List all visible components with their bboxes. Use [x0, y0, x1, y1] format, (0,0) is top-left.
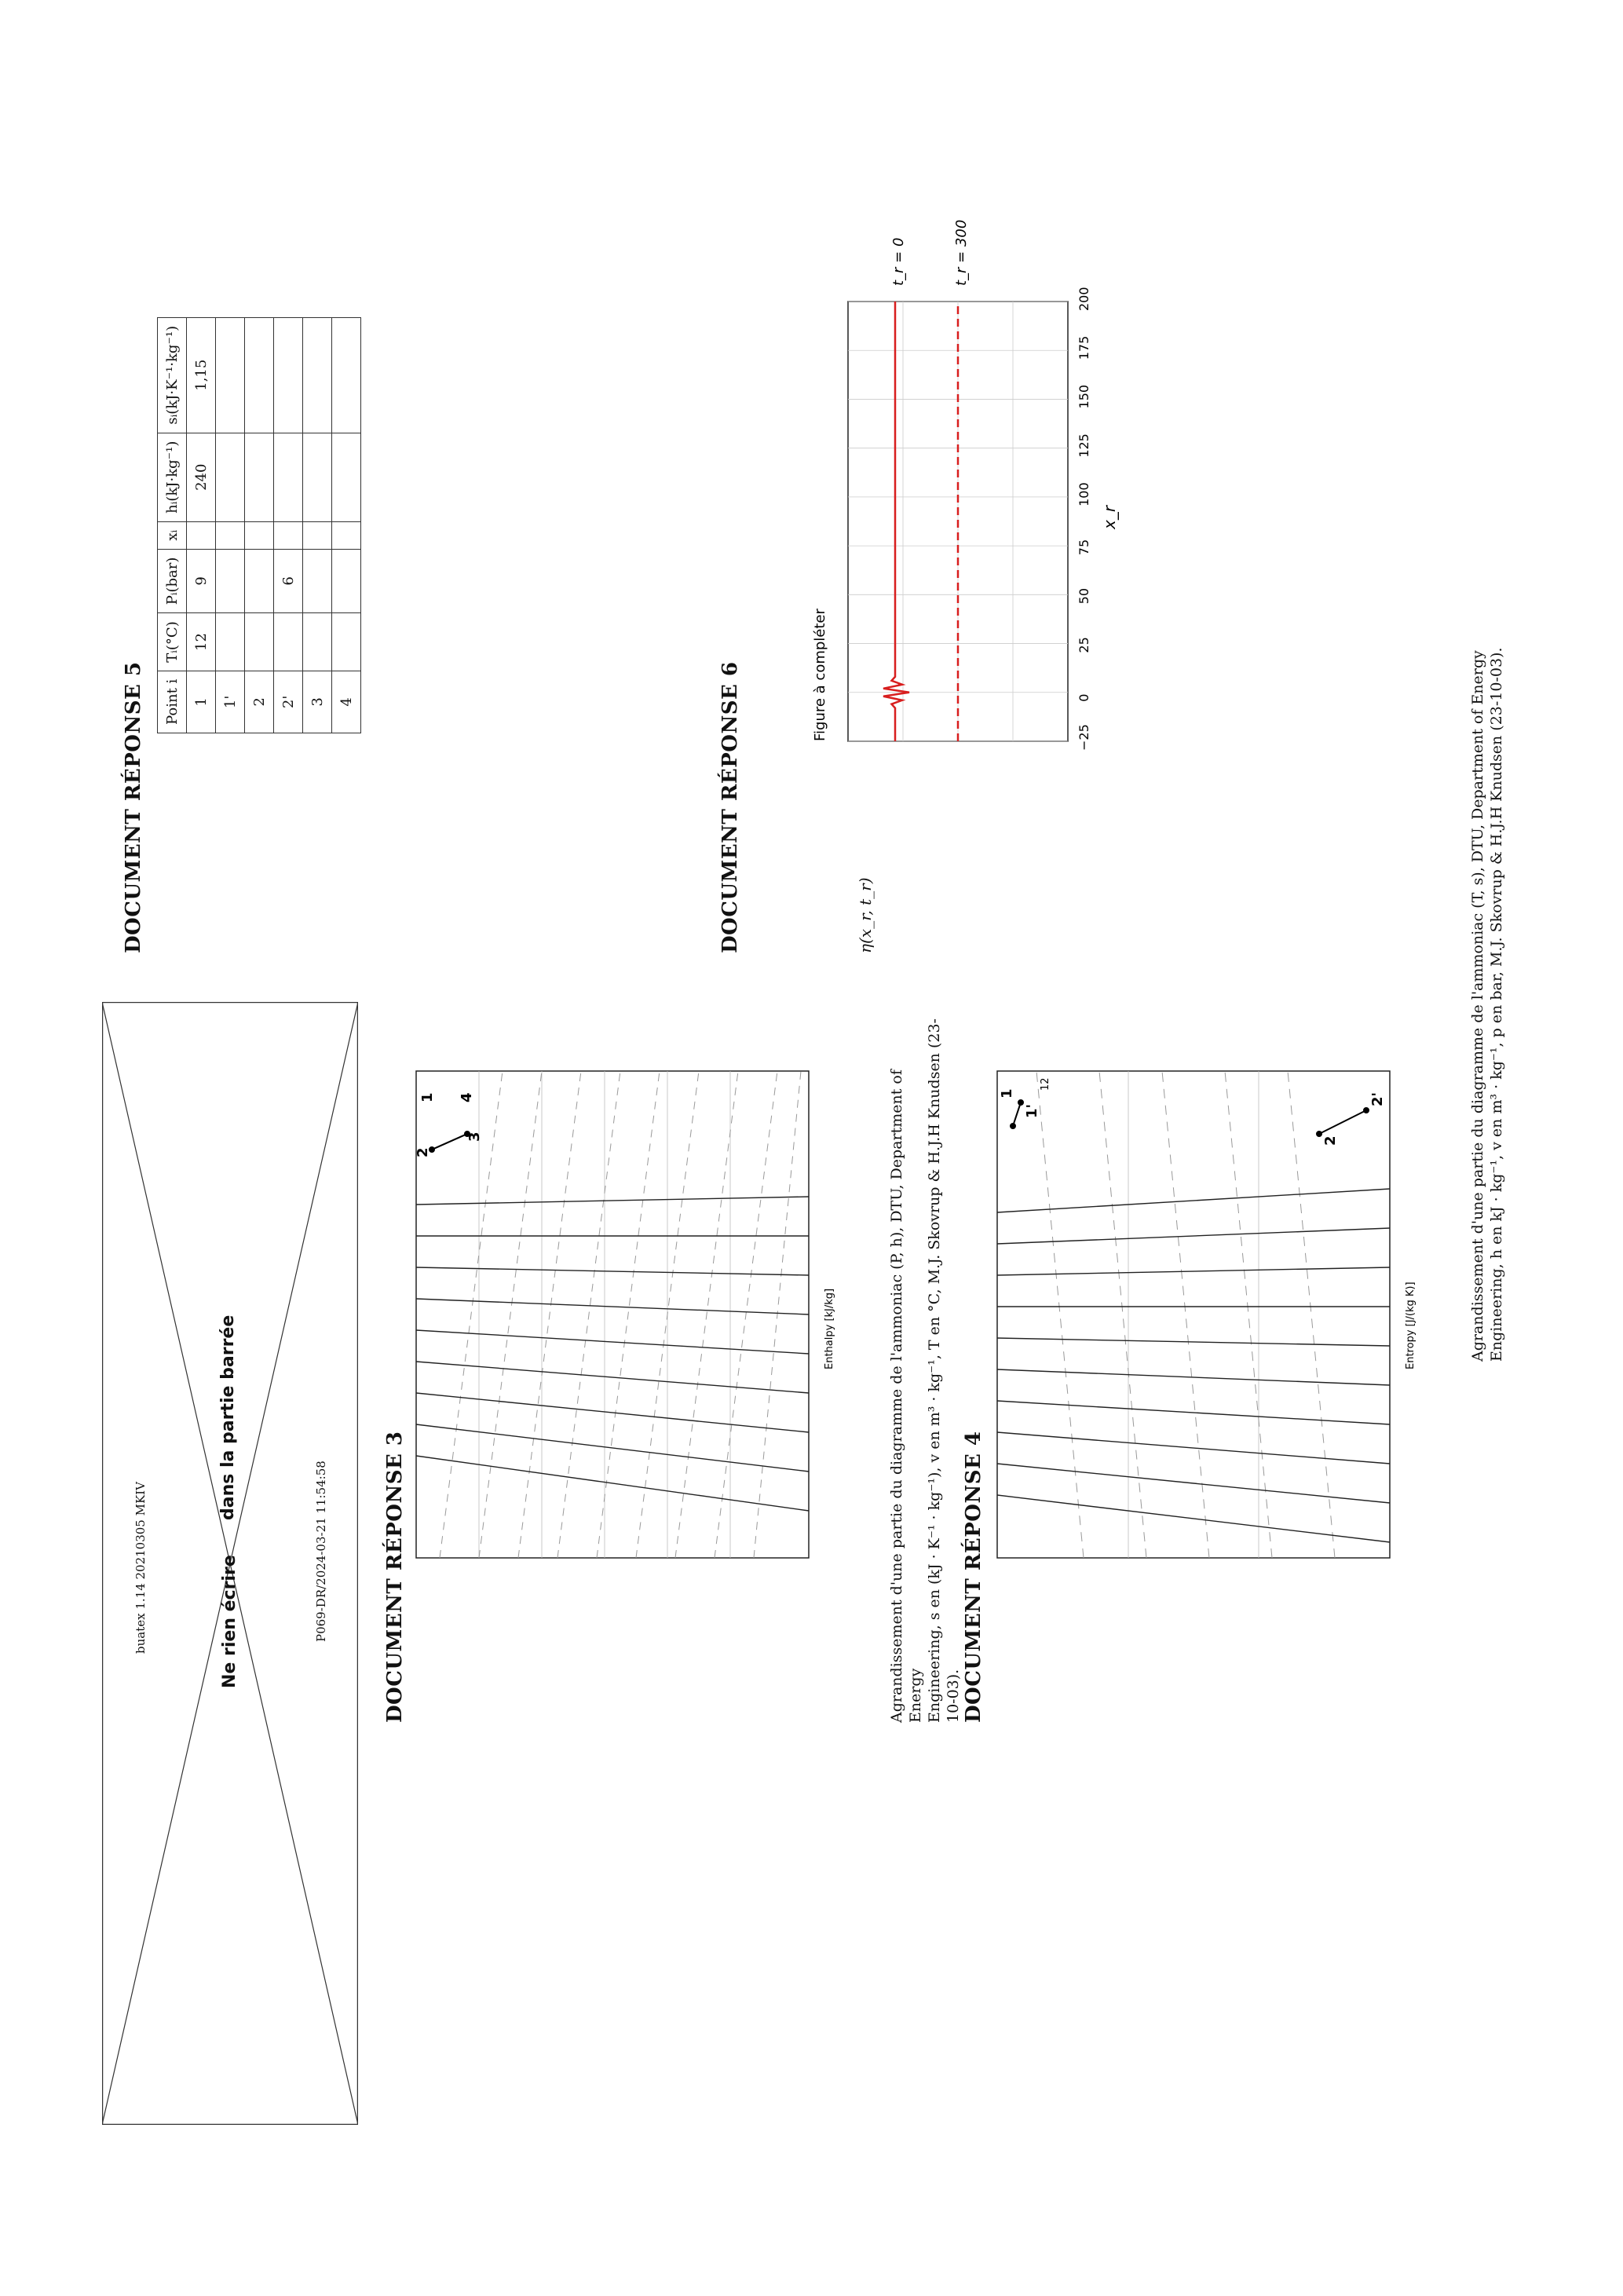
col-s: sᵢ(kJ·K⁻¹·kg⁻¹) [158, 317, 187, 433]
doc6-ylabel: η(x_r, t_r) [856, 877, 875, 953]
ts-point-1: 1 [999, 1088, 1015, 1099]
x-tick-label: −25 [1077, 724, 1091, 751]
cell[interactable] [216, 317, 245, 433]
doc3-caption-line1: Agrandissement d'une partie du diagramme de l'ammoniac (P, h), DTU, Department of Energy [888, 1069, 924, 1723]
cell[interactable] [303, 433, 332, 521]
doc4-caption-line2: Engineering, h en kJ · kg⁻¹, v en m³ · kg⁻¹, p en bar, M.J. Skovrup & H.J.H Knudsen (23-10-03). [1488, 647, 1505, 1362]
cell[interactable] [216, 521, 245, 549]
col-t: Tᵢ(°C) [158, 613, 187, 671]
ph-xlabel: Enthalpy [kJ/kg] [824, 1288, 835, 1369]
ts-diagram [989, 1055, 1429, 1605]
doc3-heading: DOCUMENT RÉPONSE 3 [383, 1431, 407, 1723]
warning-text-2: dans la partie barrée [218, 1314, 238, 1520]
col-p: Pᵢ(bar) [158, 549, 187, 613]
doc6-chart [785, 207, 1131, 757]
box-footer: P069-DR/2024-03-21 11:54:58 [314, 1461, 328, 1642]
doc6-title: Figure à compléter [812, 609, 828, 741]
cell[interactable] [245, 433, 274, 521]
cell[interactable] [274, 521, 303, 549]
col-point: Point i [158, 671, 187, 733]
x-tick-label: 125 [1077, 433, 1091, 458]
cell: 4 [332, 671, 361, 733]
doc3-caption-line2: Engineering, s en (kJ · K⁻¹ · kg⁻¹), v en m³ · kg⁻¹, T en °C, M.J. Skovrup & H.J.H Knudsen (23-10-03). [926, 1018, 962, 1723]
box-header: buatex 1.14 20210305 MKIV [133, 1482, 148, 1654]
doc6-series [883, 302, 958, 741]
cell[interactable]: 9 [187, 549, 216, 613]
cell[interactable] [303, 521, 332, 549]
cell: 2' [274, 671, 303, 733]
x-tick-label: 50 [1077, 587, 1091, 605]
cell[interactable]: 1,15 [187, 317, 216, 433]
x-tick-label: 0 [1077, 693, 1091, 702]
table-row [303, 317, 332, 733]
cell[interactable]: 12 [187, 613, 216, 671]
cell[interactable] [332, 521, 361, 549]
cell[interactable] [245, 549, 274, 613]
cell[interactable] [274, 317, 303, 433]
cell[interactable] [245, 317, 274, 433]
cell[interactable] [332, 433, 361, 521]
ts-xlabel: Entropy [J/(kg K)] [1405, 1281, 1416, 1369]
cell[interactable] [216, 433, 245, 521]
cell: 2 [245, 671, 274, 733]
cell[interactable] [332, 613, 361, 671]
ph-point-2: 2 [415, 1147, 431, 1157]
table-row [274, 317, 303, 733]
ts-diagram-svg [989, 1055, 1429, 1605]
cell[interactable] [187, 521, 216, 549]
cell[interactable] [216, 613, 245, 671]
cell[interactable] [332, 317, 361, 433]
ph-point-4: 4 [459, 1092, 475, 1102]
col-h: hᵢ(kJ·kg⁻¹) [158, 433, 187, 521]
cell[interactable] [303, 613, 332, 671]
cell[interactable] [245, 613, 274, 671]
doc5-table [157, 317, 361, 733]
x-tick-label: 200 [1077, 287, 1091, 311]
table-row [187, 317, 216, 733]
ph-point-3: 3 [466, 1132, 483, 1142]
cell[interactable]: 240 [187, 433, 216, 521]
doc3-caption [887, 1016, 963, 1723]
doc6-chart-svg [785, 207, 1131, 757]
cell[interactable] [274, 433, 303, 521]
no-write-box [102, 1002, 358, 2125]
doc5-table-wrap [157, 317, 361, 733]
table-row [245, 317, 274, 733]
cell[interactable] [332, 549, 361, 613]
doc4-caption-line1: Agrandissement d'une partie du diagramme de l'ammoniac (T, s), DTU, Department of Energy [1469, 650, 1486, 1362]
x-tick-label: 150 [1077, 384, 1091, 409]
doc4-heading: DOCUMENT RÉPONSE 4 [962, 1431, 985, 1723]
cell[interactable] [303, 549, 332, 613]
doc4-caption [1468, 608, 1506, 1362]
doc6-heading: DOCUMENT RÉPONSE 6 [718, 661, 742, 953]
doc5-heading: DOCUMENT RÉPONSE 5 [122, 661, 145, 953]
x-tick-label: 75 [1077, 539, 1091, 556]
ph-point-1: 1 [419, 1092, 436, 1102]
ts-point-2: 2 [1322, 1135, 1339, 1146]
doc6-x-ticks [1077, 287, 1091, 751]
ts-label-12: 12 [1040, 1077, 1051, 1091]
cell[interactable] [245, 521, 274, 549]
series-line-0 [883, 302, 909, 741]
x-tick-label: 175 [1077, 335, 1091, 360]
col-x: xᵢ [158, 521, 187, 549]
ts-point-2prime: 2' [1369, 1091, 1386, 1106]
ts-point-1prime: 1' [1024, 1103, 1040, 1118]
table-row [216, 317, 245, 733]
ph-diagram [408, 1055, 848, 1605]
ph-diagram-svg [408, 1055, 848, 1605]
x-tick-label: 25 [1077, 637, 1091, 653]
doc6-label-t0: t_r = 0 [890, 237, 907, 286]
cell: 1 [187, 671, 216, 733]
cell: 1' [216, 671, 245, 733]
doc6-label-t300: t_r = 300 [953, 219, 970, 286]
cell: 3 [303, 671, 332, 733]
table-row [332, 317, 361, 733]
cell[interactable] [303, 317, 332, 433]
x-tick-label: 100 [1077, 482, 1091, 506]
cell[interactable] [216, 549, 245, 613]
warning-text-1: Ne rien écrire [220, 1555, 239, 1688]
cell[interactable] [274, 613, 303, 671]
doc6-xlabel: x_r [1100, 505, 1119, 529]
cell[interactable]: 6 [274, 549, 303, 613]
